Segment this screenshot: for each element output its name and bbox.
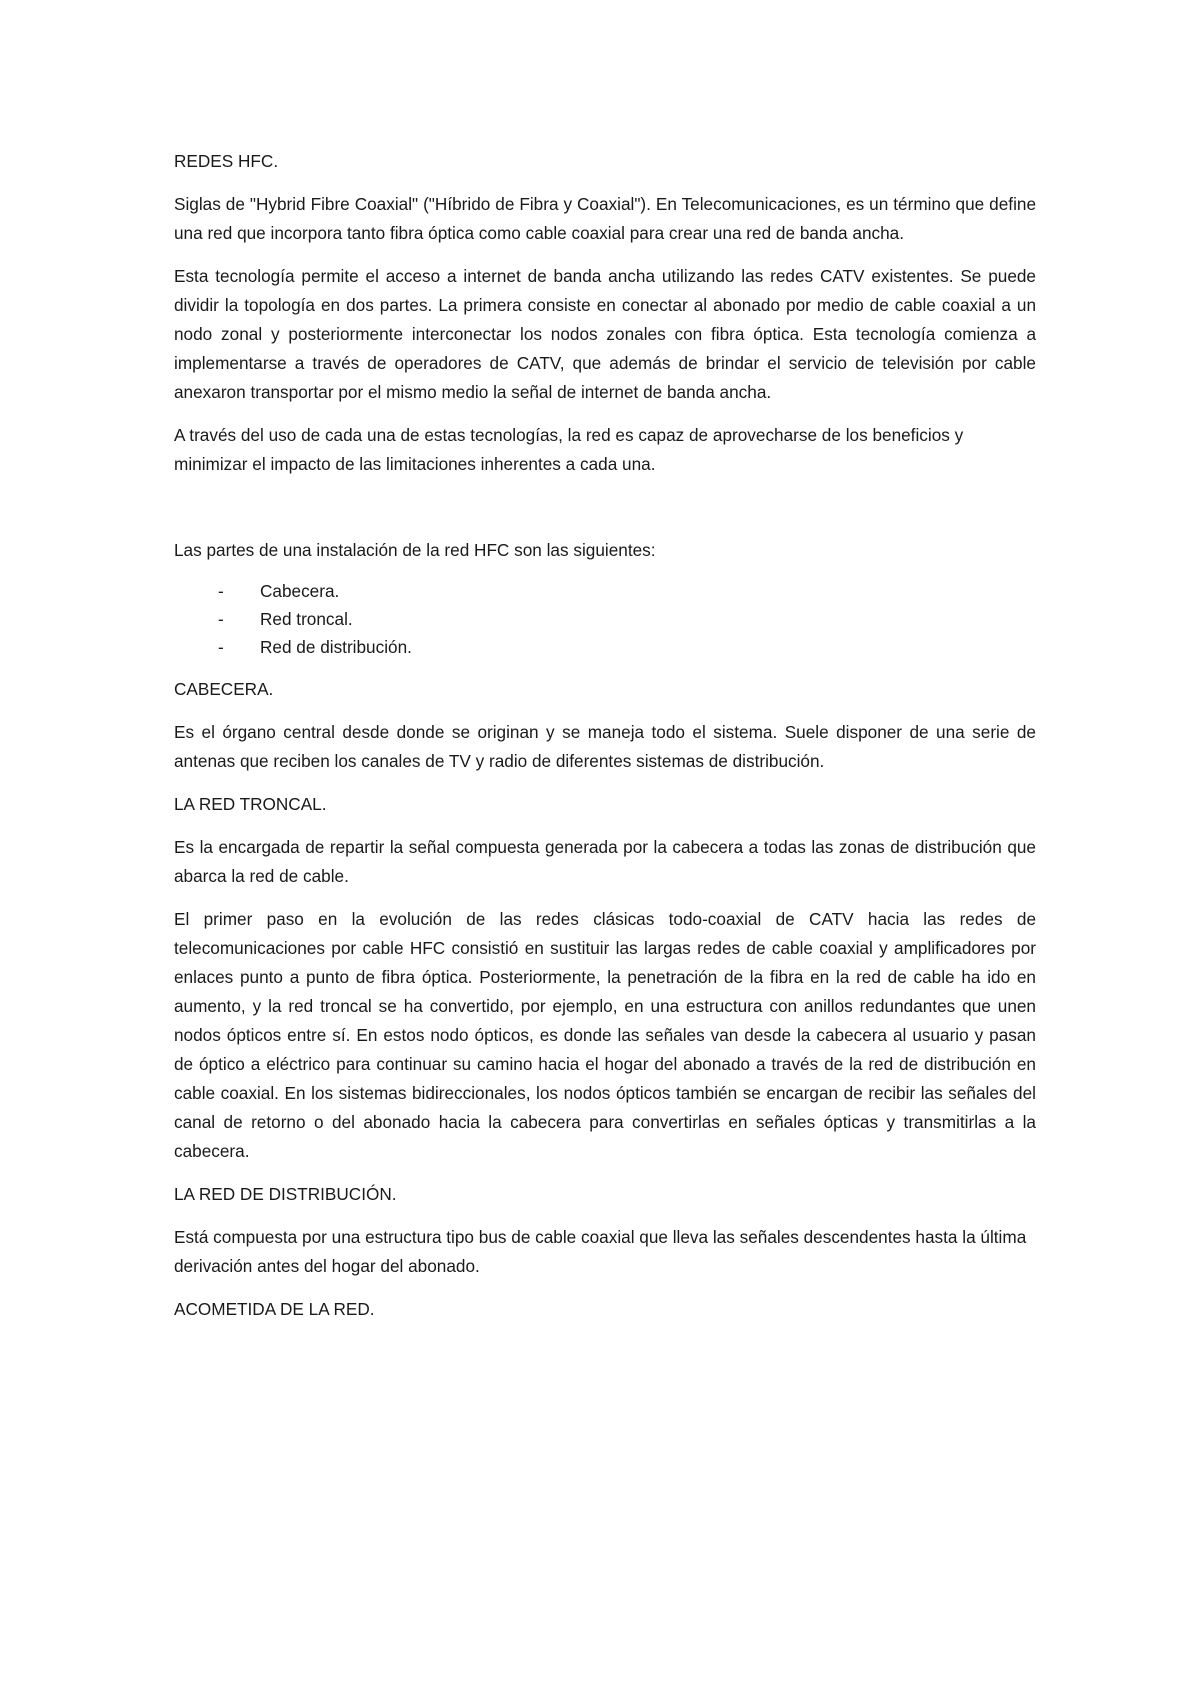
red-troncal-paragraph-1: Es la encargada de repartir la señal compuesta generada por la cabecera a todas las zonas de distribución que abarca la red de cable. [174, 837, 1036, 886]
list-dash-marker: - [218, 637, 224, 657]
list-item-text: Red de distribución. [260, 637, 412, 657]
section-heading-acometida: ACOMETIDA DE LA RED. [174, 1299, 375, 1319]
list-item-text: Cabecera. [260, 581, 340, 601]
cabecera-paragraph: Es el órgano central desde donde se originan y se maneja todo el sistema. Suele disponer de una serie de antenas que reciben los canales de TV y radio de diferentes sistemas de distribución. [174, 722, 1036, 771]
section-heading-red-distribucion: LA RED DE DISTRIBUCIÓN. [174, 1184, 397, 1204]
intro-paragraph-2: Esta tecnología permite el acceso a internet de banda ancha utilizando las redes CATV existentes. Se puede dividir la topología en dos partes. La primera consiste en conectar al abonado por medio de cable coaxial a un nodo zonal y posteriormente interconectar los nodos zonales con fibra óptica. Esta tecnología comienza a implementarse a través de operadores de CATV, que además de brindar el servicio de televisión por cable anexaron transportar por el mismo medio la señal de internet de banda ancha. [174, 266, 1036, 402]
list-item-text: Red troncal. [260, 609, 353, 629]
list-item [174, 577, 1036, 605]
intro-paragraph-1: Siglas de "Hybrid Fibre Coaxial" ("Híbrido de Fibra y Coaxial"). En Telecomunicaciones, es un término que define una red que incorpora tanto fibra óptica como cable coaxial para crear una red de banda ancha. [174, 194, 1036, 243]
document-title: REDES HFC. [174, 151, 279, 171]
list-dash-marker: - [218, 581, 224, 601]
list-item [174, 633, 1036, 661]
blank-line [174, 493, 1036, 536]
document-body [174, 147, 1036, 1338]
intro-paragraph-3: A través del uso de cada una de estas tecnologías, la red es capaz de aprovecharse de los beneficios y minimizar el impacto de las limitaciones inherentes a cada una. [174, 425, 964, 474]
parts-list [174, 577, 1036, 661]
red-distribucion-paragraph: Está compuesta por una estructura tipo bus de cable coaxial que lleva las señales descendentes hasta la última derivación antes del hogar del abonado. [174, 1227, 1027, 1276]
red-troncal-paragraph-2: El primer paso en la evolución de las redes clásicas todo-coaxial de CATV hacia las redes de telecomunicaciones por cable HFC consistió en sustituir las largas redes de cable coaxial y amplificadores por enlaces punto a punto de fibra óptica. Posteriormente, la penetración de la fibra en la red de cable ha ido en aumento, y la red troncal se ha convertido, por ejemplo, en una estructura con anillos redundantes que unen nodos ópticos entre sí. En estos nodo ópticos, es donde las señales van desde la cabecera al usuario y pasan de óptico a eléctrico para continuar su camino hacia el hogar del abonado a través de la red de distribución en cable coaxial. En los sistemas bidireccionales, los nodos ópticos también se encargan de recibir las señales del canal de retorno o del abonado hacia la cabecera para convertirlas en señales ópticas y transmitirlas a la cabecera. [174, 909, 1036, 1161]
section-heading-red-troncal: LA RED TRONCAL. [174, 794, 327, 814]
parts-intro: Las partes de una instalación de la red HFC son las siguientes: [174, 540, 656, 560]
list-item [174, 605, 1036, 633]
list-dash-marker: - [218, 609, 224, 629]
section-heading-cabecera: CABECERA. [174, 679, 274, 699]
